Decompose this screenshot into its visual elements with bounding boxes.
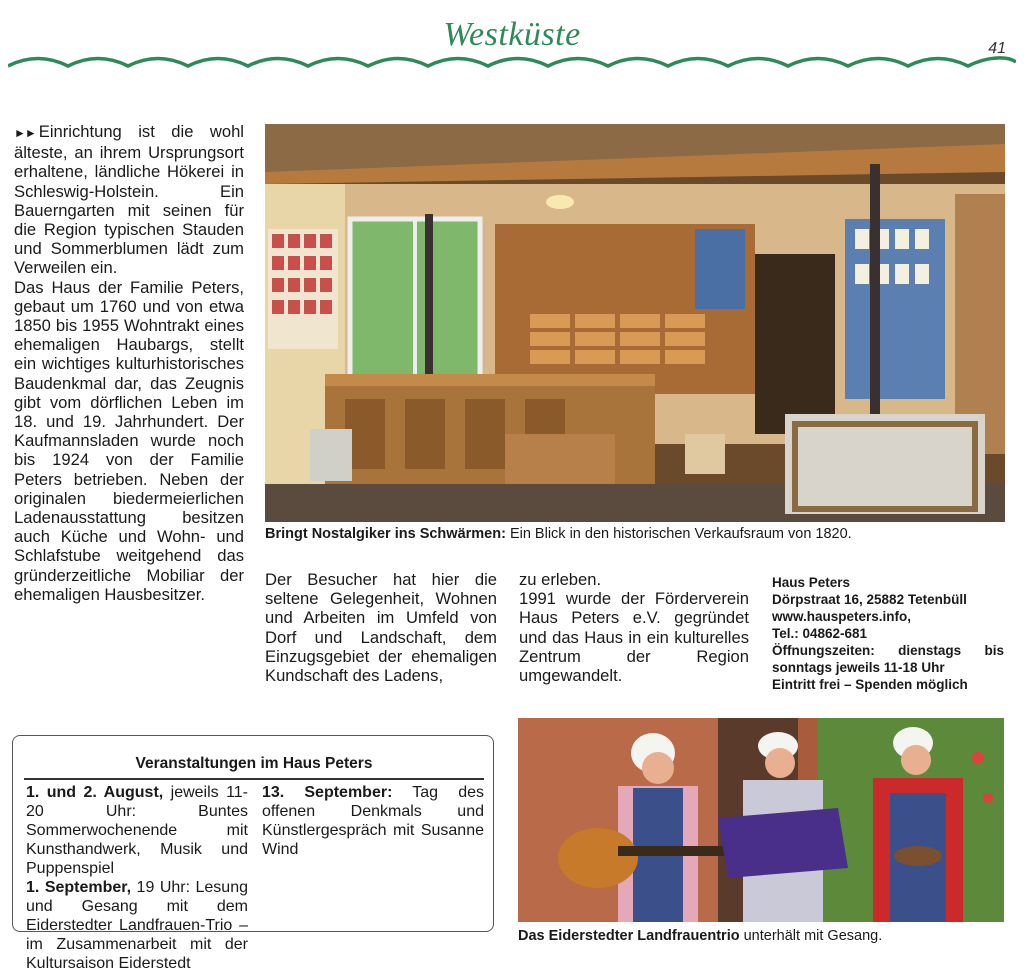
venue-address: Dörpstraat 16, 25882 Tetenbüll [772, 592, 967, 607]
caption-2-lead: Das Eiderstedter Landfrauentrio [518, 928, 740, 944]
caption-2-text: unterhält mit Gesang. [739, 928, 883, 944]
article-col3-paragraph: 1991 wurde der Förderverein Haus Peters e.V. gegründet und das Haus in ein kulturelles Zentrum der Region umgewandelt. [519, 589, 749, 686]
event-1-text: jeweils 11-20 Uhr: Buntes Sommerwochenende mit Kunsthandwerk, Musik und Puppenspiel [26, 784, 249, 877]
opening-hours-detail: sonntags jeweils 11-18 Uhr [772, 660, 945, 675]
continuation-marker: ►► [14, 126, 36, 140]
events-column-2 [262, 783, 484, 859]
header-wave-divider [8, 54, 1016, 72]
event-2-date: 1. September, [26, 879, 132, 896]
article-paragraph-2: Das Haus der Familie Peters, gebaut um 1760 und von etwa 1850 bis 1955 Wohntrakt eines ehemaligen Haubargs, stellt ein wichtiges kulturhistorisches Baudenkmal dar, das Zeugnis gibt vom dörflichen Leben im 18. und 19. Jahrhundert. Der Kaufmannsladen wurde noch bis 1924 von der Familie Peters betrieben. Neben der originalen biedermeierlichen Ladenausstattung besitzen auch Küche und Wohn- und Schlafstube weitgehend das gründerzeitliche Mobiliar der ehemaligen Hausbesitzer. [14, 277, 244, 604]
caption-1-text: Ein Blick in den historischen Verkaufsraum von 1820. [505, 526, 852, 542]
article-col3-line1: zu erleben. [519, 570, 602, 589]
event-3-date: 13. September: [262, 784, 393, 801]
event-2-text: 19 Uhr: Lesung und Gesang mit dem Eiderstedter Landfrauen-Trio – im Zusammenarbeit mit der Kultursaison Eiderstedt [26, 879, 248, 972]
article-column-1 [14, 122, 244, 604]
article-column-2: Der Besucher hat hier die seltene Gelegenheit, Wohnen und Arbeiten im Umfeld von Dorf und Landschaft, dem Einzugsgebiet der ehemaligen Kundschaft des Ladens, [265, 570, 497, 686]
admission-info: Eintritt frei – Spenden möglich [772, 677, 968, 692]
photo-caption-1 [265, 526, 1005, 542]
opening-hours-day-start: dienstags [898, 643, 962, 658]
page-number: 41 [988, 40, 1006, 57]
article-column-3 [519, 570, 749, 685]
events-title: Veranstaltungen im Haus Peters [24, 755, 484, 780]
shop-interior-photo [265, 124, 1005, 522]
event-3-text: Tag des offenen Denkmals und Künstlergespräch mit Susanne Wind [262, 784, 484, 858]
landfrauen-trio-photo [518, 718, 1004, 922]
contact-info-box [772, 574, 1004, 693]
caption-1-lead: Bringt Nostalgiker ins Schwärmen: [265, 526, 506, 542]
venue-website: www.hauspeters.info, [772, 609, 912, 624]
events-column-1 [26, 783, 248, 973]
venue-phone: Tel.: 04862-681 [772, 626, 868, 641]
opening-hours-line [772, 642, 1004, 659]
venue-name: Haus Peters [772, 575, 851, 590]
opening-hours-label: Öffnungszeiten: [772, 643, 875, 658]
article-paragraph-1: Einrichtung ist die wohl älteste, an ihrem Ursprungsort erhaltene, ländliche Hökerei in Schleswig-Holstein. Ein Bauerngarten mit seinen für die Region typischen Stauden und Sommerblumen lädt zum Verweilen ein. [14, 122, 244, 278]
opening-hours-bis: bis [984, 643, 1004, 658]
photo-caption-2 [518, 928, 882, 944]
event-1-date: 1. und 2. August, [26, 784, 164, 801]
section-title: Westküste [443, 16, 581, 53]
